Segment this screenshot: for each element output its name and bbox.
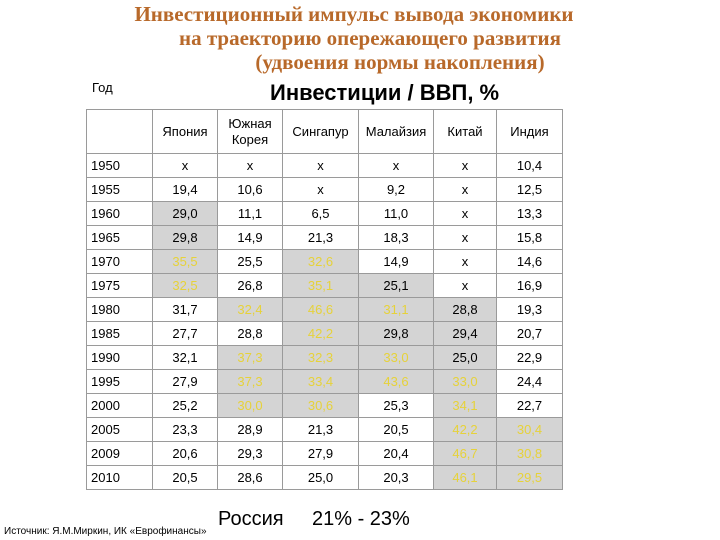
value-cell: 26,8 [218, 274, 283, 298]
value-cell: 29,4 [434, 322, 497, 346]
table-row [87, 298, 563, 322]
value-cell: 20,5 [359, 418, 434, 442]
header-country: Южная Корея [218, 110, 283, 154]
year-cell: 1965 [87, 226, 153, 250]
table-row [87, 250, 563, 274]
investment-table [86, 109, 563, 490]
table-row [87, 226, 563, 250]
year-cell: 1985 [87, 322, 153, 346]
value-cell: 18,3 [359, 226, 434, 250]
value-cell: х [434, 202, 497, 226]
value-cell: 6,5 [283, 202, 359, 226]
table-row [87, 418, 563, 442]
value-cell: 27,9 [283, 442, 359, 466]
value-cell: 42,2 [283, 322, 359, 346]
title-line-1: Инвестиционный импульс вывода экономики [134, 2, 574, 26]
value-cell: 33,0 [434, 370, 497, 394]
value-cell: 32,1 [153, 346, 218, 370]
value-cell: 46,1 [434, 466, 497, 490]
year-cell: 1980 [87, 298, 153, 322]
source-note: Источник: Я.М.Миркин, ИК «Еврофинансы» [4, 526, 207, 537]
value-cell: 29,5 [497, 466, 563, 490]
year-cell: 2009 [87, 442, 153, 466]
value-cell: 37,3 [218, 370, 283, 394]
value-cell: 25,0 [283, 466, 359, 490]
value-cell: 10,4 [497, 154, 563, 178]
value-cell: 23,3 [153, 418, 218, 442]
value-cell: 35,5 [153, 250, 218, 274]
table-row [87, 154, 563, 178]
year-cell: 1970 [87, 250, 153, 274]
value-cell: 14,9 [218, 226, 283, 250]
table-subtitle: Инвестиции / ВВП, % [270, 80, 500, 105]
table-row [87, 442, 563, 466]
year-label: Год [92, 80, 113, 95]
value-cell: 20,7 [497, 322, 563, 346]
year-cell: 1990 [87, 346, 153, 370]
year-cell: 2005 [87, 418, 153, 442]
value-cell: 22,9 [497, 346, 563, 370]
value-cell: 30,4 [497, 418, 563, 442]
value-cell: 21,3 [283, 226, 359, 250]
value-cell: 14,6 [497, 250, 563, 274]
value-cell: 25,5 [218, 250, 283, 274]
value-cell: 31,1 [359, 298, 434, 322]
value-cell: 24,4 [497, 370, 563, 394]
value-cell: 29,8 [359, 322, 434, 346]
value-cell: 25,0 [434, 346, 497, 370]
value-cell: 28,8 [434, 298, 497, 322]
value-cell: 25,2 [153, 394, 218, 418]
year-cell: 2000 [87, 394, 153, 418]
title-line-3: (удвоения нормы накопления) [255, 50, 545, 74]
table-row [87, 322, 563, 346]
value-cell: 20,5 [153, 466, 218, 490]
value-cell: х [218, 154, 283, 178]
header-country: Китай [434, 110, 497, 154]
russia-value: 21% - 23% [312, 508, 410, 530]
value-cell: 33,0 [359, 346, 434, 370]
value-cell: 13,3 [497, 202, 563, 226]
value-cell: х [434, 154, 497, 178]
table-row [87, 202, 563, 226]
value-cell: 37,3 [218, 346, 283, 370]
value-cell: 29,3 [218, 442, 283, 466]
header-country: Сингапур [283, 110, 359, 154]
table-row [87, 466, 563, 490]
value-cell: 12,5 [497, 178, 563, 202]
value-cell: 29,0 [153, 202, 218, 226]
value-cell: 30,0 [218, 394, 283, 418]
value-cell: 19,3 [497, 298, 563, 322]
value-cell: 19,4 [153, 178, 218, 202]
russia-label: Россия [218, 508, 284, 530]
value-cell: 9,2 [359, 178, 434, 202]
table-row [87, 346, 563, 370]
value-cell: 14,9 [359, 250, 434, 274]
value-cell: 10,6 [218, 178, 283, 202]
value-cell: 27,9 [153, 370, 218, 394]
value-cell: х [434, 274, 497, 298]
value-cell: 21,3 [283, 418, 359, 442]
value-cell: 32,5 [153, 274, 218, 298]
table-row [87, 178, 563, 202]
header-year-cell [87, 110, 153, 154]
header-country: Индия [497, 110, 563, 154]
header-country: Малайзия [359, 110, 434, 154]
value-cell: 28,8 [218, 322, 283, 346]
value-cell: 32,6 [283, 250, 359, 274]
value-cell: 15,8 [497, 226, 563, 250]
value-cell: 25,3 [359, 394, 434, 418]
value-cell: 43,6 [359, 370, 434, 394]
value-cell: 30,8 [497, 442, 563, 466]
page-title [0, 2, 720, 74]
value-cell: 32,3 [283, 346, 359, 370]
value-cell: 35,1 [283, 274, 359, 298]
value-cell: 25,1 [359, 274, 434, 298]
table-row [87, 370, 563, 394]
year-cell: 1950 [87, 154, 153, 178]
value-cell: 11,0 [359, 202, 434, 226]
value-cell: 20,6 [153, 442, 218, 466]
table-row [87, 274, 563, 298]
title-line-2: на траекторию опережающего развития [179, 26, 561, 50]
value-cell: 33,4 [283, 370, 359, 394]
value-cell: х [434, 226, 497, 250]
value-cell: 28,6 [218, 466, 283, 490]
value-cell: 28,9 [218, 418, 283, 442]
year-cell: 1975 [87, 274, 153, 298]
year-cell: 1955 [87, 178, 153, 202]
year-cell: 2010 [87, 466, 153, 490]
value-cell: х [359, 154, 434, 178]
value-cell: х [434, 250, 497, 274]
value-cell: х [434, 178, 497, 202]
value-cell: 32,4 [218, 298, 283, 322]
value-cell: 29,8 [153, 226, 218, 250]
value-cell: 11,1 [218, 202, 283, 226]
value-cell: 46,6 [283, 298, 359, 322]
value-cell: х [283, 154, 359, 178]
value-cell: х [153, 154, 218, 178]
value-cell: 20,4 [359, 442, 434, 466]
value-cell: 46,7 [434, 442, 497, 466]
value-cell: 22,7 [497, 394, 563, 418]
table-row [87, 394, 563, 418]
value-cell: 16,9 [497, 274, 563, 298]
year-cell: 1995 [87, 370, 153, 394]
value-cell: 27,7 [153, 322, 218, 346]
value-cell: 20,3 [359, 466, 434, 490]
value-cell: х [283, 178, 359, 202]
value-cell: 42,2 [434, 418, 497, 442]
header-row [87, 110, 563, 154]
value-cell: 30,6 [283, 394, 359, 418]
value-cell: 34,1 [434, 394, 497, 418]
header-country: Япония [153, 110, 218, 154]
value-cell: 31,7 [153, 298, 218, 322]
year-cell: 1960 [87, 202, 153, 226]
